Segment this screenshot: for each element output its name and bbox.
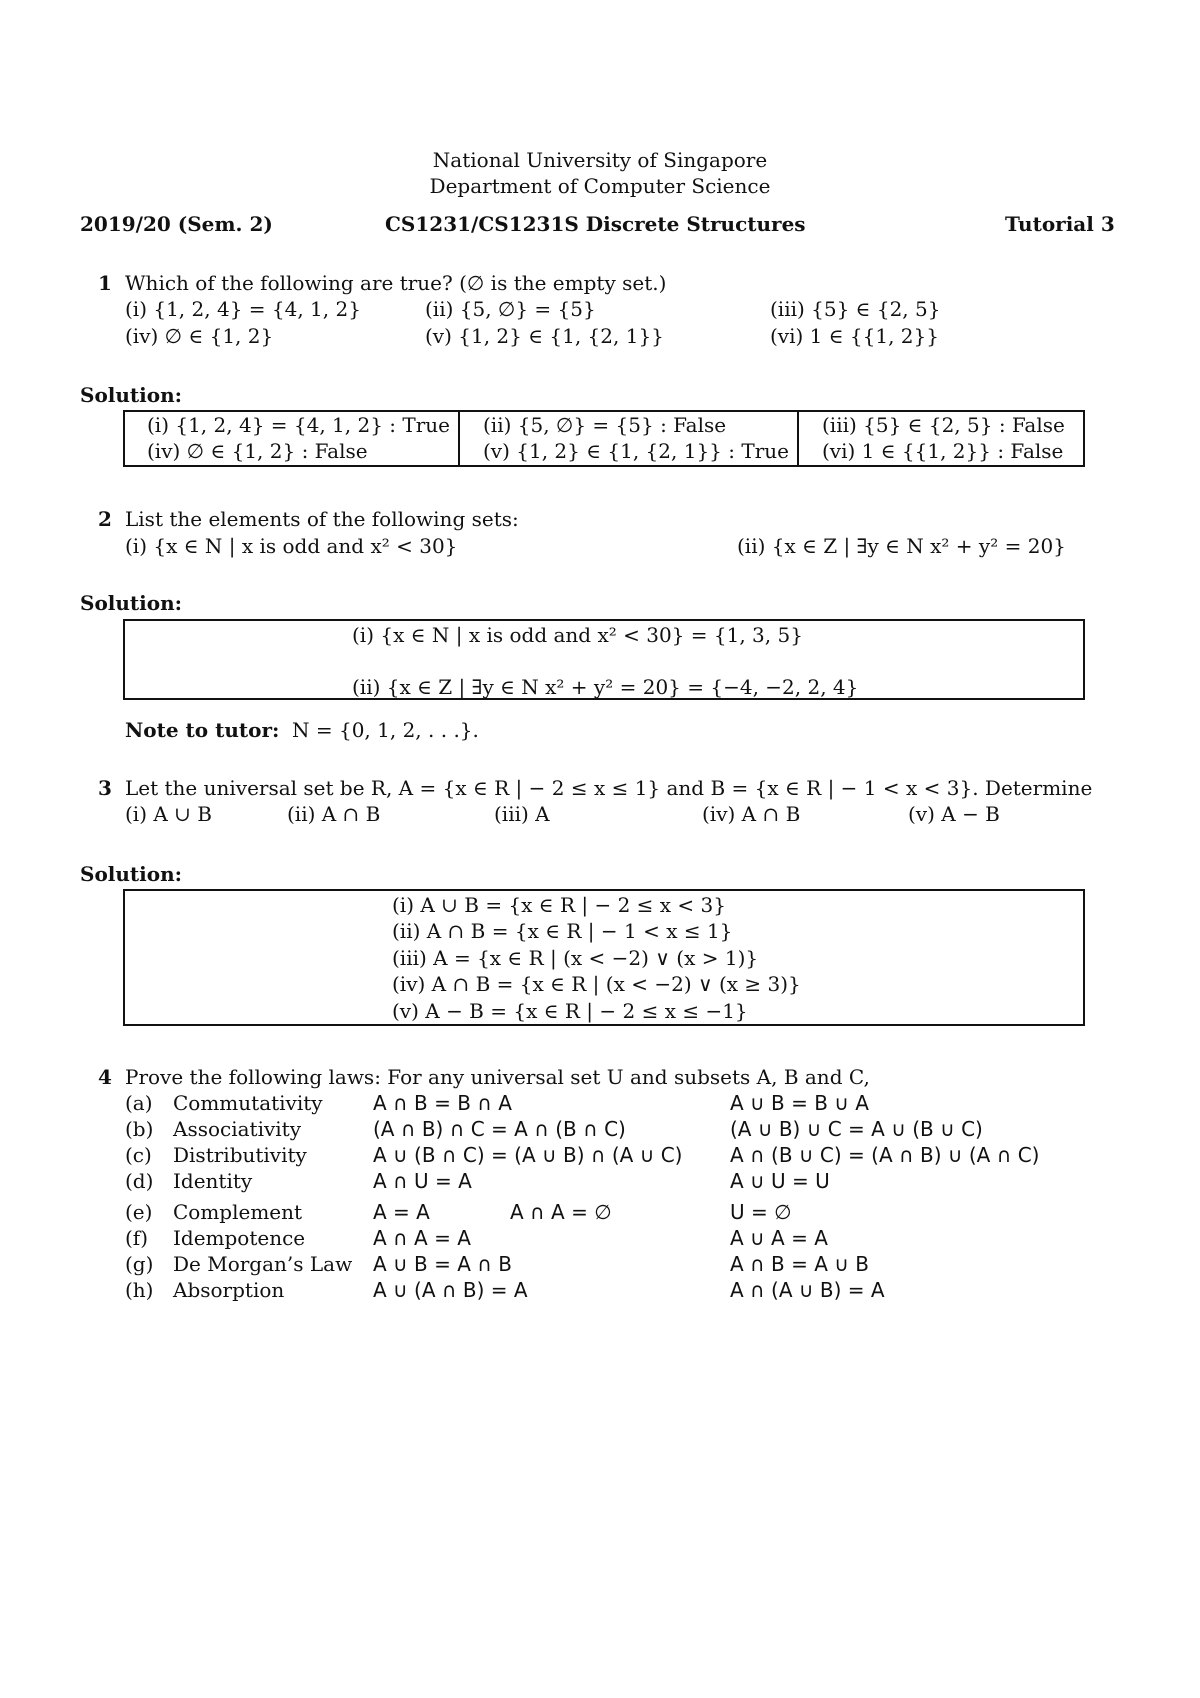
q4-number: 4 (98, 1065, 112, 1089)
solution-label: Solution: (80, 862, 183, 886)
q1-answer: (ii) {5, ∅} = {5} : False (483, 413, 727, 437)
law-left: A ∪ (B ∩ C) = (A ∪ B) ∩ (A ∪ C) (373, 1143, 683, 1167)
q1-answer: (i) {1, 2, 4} = {4, 1, 2} : True (147, 413, 451, 437)
q1-answer: (v) {1, 2} ∈ {1, {2, 1}} : True (483, 439, 789, 463)
note-label: Note to tutor: (125, 718, 280, 742)
tutorial-number: Tutorial 3 (1005, 212, 1115, 236)
law-name: Commutativity (173, 1091, 323, 1115)
solution-label: Solution: (80, 591, 183, 615)
q2-item: (i) {x ∈ N | x is odd and x² < 30} (125, 534, 458, 558)
q2-answer: (ii) {x ∈ Z | ∃y ∈ N x² + y² = 20} = {−4, −2, 2, 4} (352, 675, 859, 699)
university-name: National University of Singapore (432, 148, 768, 172)
law-letter: (b) (125, 1117, 154, 1141)
law-name: Associativity (173, 1117, 301, 1141)
q3-answer: (ii) A ∩ B = {x ∈ R | − 1 < x ≤ 1} (392, 919, 733, 943)
law-right: A ∪ A = A (730, 1226, 828, 1250)
law-left: A ∪ (A ∩ B) = A (373, 1278, 528, 1302)
law-left: A ∩ A = A (373, 1226, 471, 1250)
law-right: (A ∪ B) ∪ C = A ∪ (B ∪ C) (730, 1117, 983, 1141)
law-letter: (f) (125, 1226, 149, 1250)
q2-number: 2 (98, 507, 112, 531)
law-left: A = A (373, 1200, 430, 1224)
law-right: A ∩ B = A ∪ B (730, 1252, 869, 1276)
law-letter: (d) (125, 1169, 154, 1193)
q3-item: (i) A ∪ B (125, 802, 212, 826)
q3-answer: (iii) A = {x ∈ R | (x < −2) ∨ (x > 1)} (392, 946, 759, 970)
q1-answer: (iii) {5} ∈ {2, 5} : False (822, 413, 1065, 437)
q1-prompt: Which of the following are true? (∅ is the empty set.) (125, 271, 667, 295)
law-right: A ∩ (A ∪ B) = A (730, 1278, 885, 1302)
table-divider (458, 410, 460, 467)
law-name: Distributivity (173, 1143, 307, 1167)
law-left: A ∩ B = B ∩ A (373, 1091, 512, 1115)
law-letter: (a) (125, 1091, 153, 1115)
note-text: N = {0, 1, 2, . . .}. (292, 718, 479, 742)
law-left-2: A ∩ A = ∅ (510, 1200, 612, 1224)
semester: 2019/20 (Sem. 2) (80, 212, 273, 236)
q3-item: (ii) A ∩ B (287, 802, 381, 826)
q1-item: (vi) 1 ∈ {{1, 2}} (770, 324, 939, 348)
q1-answer: (iv) ∅ ∈ {1, 2} : False (147, 439, 368, 463)
q1-item: (i) {1, 2, 4} = {4, 1, 2} (125, 297, 361, 321)
q4-prompt: Prove the following laws: For any universal set U and subsets A, B and C, (125, 1065, 870, 1089)
law-right: A ∪ U = U (730, 1169, 830, 1193)
q2-answer: (i) {x ∈ N | x is odd and x² < 30} = {1, 3, 5} (352, 623, 803, 647)
law-right: A ∩ (B ∪ C) = (A ∩ B) ∪ (A ∩ C) (730, 1143, 1040, 1167)
q1-item: (iii) {5} ∈ {2, 5} (770, 297, 941, 321)
law-name: Identity (173, 1169, 253, 1193)
law-letter: (c) (125, 1143, 152, 1167)
q1-item: (iv) ∅ ∈ {1, 2} (125, 324, 274, 348)
law-name: Complement (173, 1200, 303, 1224)
law-name: Absorption (173, 1278, 285, 1302)
law-name: De Morgan’s Law (173, 1252, 353, 1276)
q1-number: 1 (98, 271, 112, 295)
table-divider (797, 410, 799, 467)
law-letter: (h) (125, 1278, 154, 1302)
q3-answer: (iv) A ∩ B = {x ∈ R | (x < −2) ∨ (x ≥ 3)} (392, 972, 801, 996)
q3-answer: (i) A ∪ B = {x ∈ R | − 2 ≤ x < 3} (392, 893, 726, 917)
law-name: Idempotence (173, 1226, 306, 1250)
q3-item: (v) A − B (908, 802, 1000, 826)
law-letter: (e) (125, 1200, 153, 1224)
q3-item: (iii) A (494, 802, 550, 826)
q2-prompt: List the elements of the following sets: (125, 507, 519, 531)
law-right: U = ∅ (730, 1200, 792, 1224)
law-letter: (g) (125, 1252, 154, 1276)
q1-item: (v) {1, 2} ∈ {1, {2, 1}} (425, 324, 664, 348)
q3-item: (iv) A ∩ B (702, 802, 801, 826)
law-left: A ∩ U = A (373, 1169, 472, 1193)
department-name: Department of Computer Science (429, 174, 771, 198)
q3-answer: (v) A − B = {x ∈ R | − 2 ≤ x ≤ −1} (392, 999, 748, 1023)
q3-number: 3 (98, 776, 112, 800)
law-left: A ∪ B = A ∩ B (373, 1252, 512, 1276)
law-right: A ∪ B = B ∪ A (730, 1091, 869, 1115)
q3-prompt: Let the universal set be R, A = {x ∈ R | − 2 ≤ x ≤ 1} and B = {x ∈ R | − 1 < x < 3}. Determine (125, 776, 1093, 800)
solution-label: Solution: (80, 383, 183, 407)
course-title: CS1231/CS1231S Discrete Structures (385, 212, 806, 236)
q2-item: (ii) {x ∈ Z | ∃y ∈ N x² + y² = 20} (737, 534, 1066, 558)
q1-item: (ii) {5, ∅} = {5} (425, 297, 596, 321)
q1-answer: (vi) 1 ∈ {{1, 2}} : False (822, 439, 1064, 463)
law-left: (A ∩ B) ∩ C = A ∩ (B ∩ C) (373, 1117, 626, 1141)
